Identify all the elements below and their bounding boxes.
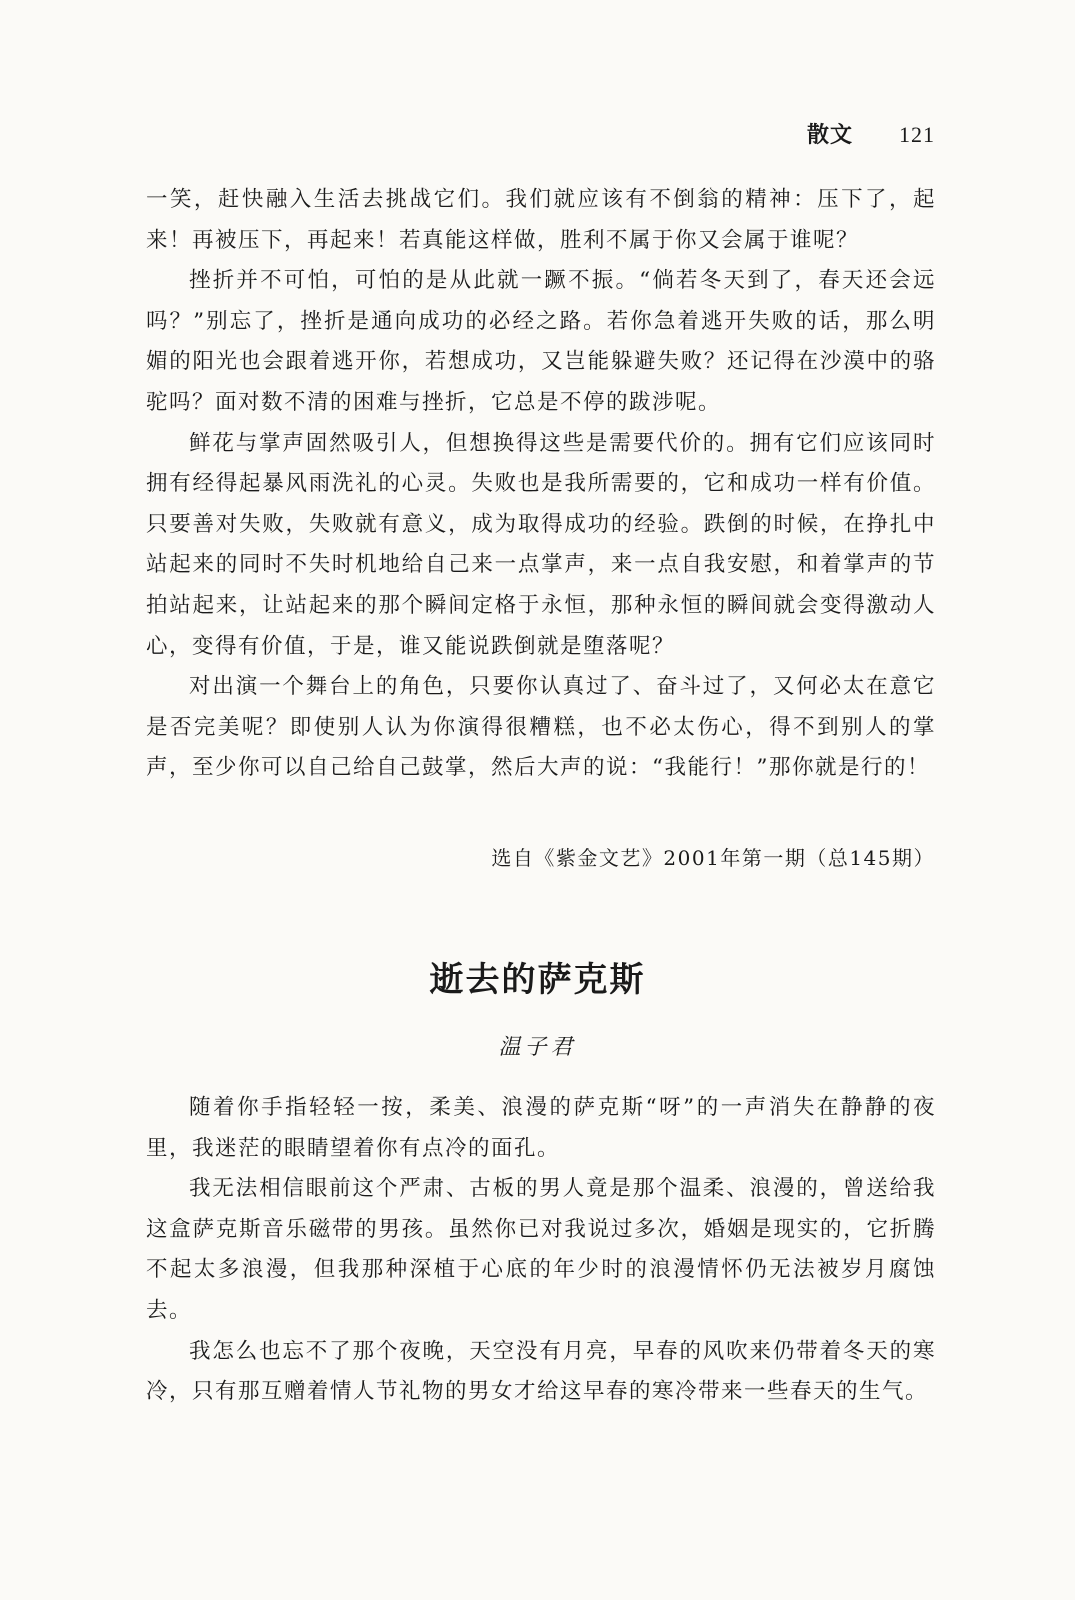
- paragraph: 随着你手指轻轻一按，柔美、浪漫的萨克斯“呀”的一声消失在静静的夜里，我迷茫的眼睛望着你有点冷的面孔。: [146, 1095, 936, 1161]
- article-author: 温子君: [498, 1035, 577, 1060]
- article-2-body: [146, 1088, 936, 1413]
- source-citation: 选自《紫金文艺》2001年第一期（总145期）: [491, 846, 935, 870]
- paragraph: 对出演一个舞台上的角色，只要你认真过了、奋斗过了，又何必太在意它是否完美呢？即使别人认为你演得很糟糕，也不必太伤心，得不到别人的掌声，至少你可以自己给自己鼓掌，然后大声的说：“我能行！”那你就是行的！: [146, 674, 936, 781]
- section-name: 散文: [806, 123, 853, 148]
- paragraph: 鲜花与掌声固然吸引人，但想换得这些是需要代价的。拥有它们应该同时拥有经得起暴风雨洗礼的心灵。失败也是我所需要的，它和成功一样有价值。只要善对失败，失败就有意义，成为取得成功的经验。跌倒的时候，在挣扎中站起来的同时不失时机地给自己来一点掌声，来一点自我安慰，和着掌声的节拍站起来，让站起来的那个瞬间定格于永恒，那种永恒的瞬间就会变得激动人心，变得有价值，于是，谁又能说跌倒就是堕落呢？: [146, 430, 936, 659]
- article-title: 逝去的萨克斯: [429, 960, 646, 1000]
- paragraph: 我怎么也忘不了那个夜晚，天空没有月亮，早春的风吹来仍带着冬天的寒冷，只有那互赠着情人节礼物的男女才给这早春的寒冷带来一些春天的生气。: [146, 1338, 936, 1405]
- paragraph-continued: 一笑，赶快融入生活去挑战它们。我们就应该有不倒翁的精神：压下了，起来！再被压下，再起来！若真能这样做，胜利不属于你又会属于谁呢？: [146, 187, 936, 253]
- page-number: 121: [899, 122, 935, 147]
- article-1-body: [146, 180, 936, 789]
- paragraph: 我无法相信眼前这个严肃、古板的男人竟是那个温柔、浪漫的，曾送给我这盒萨克斯音乐磁带的男孩。虽然你已对我说过多次，婚姻是现实的，它折腾不起太多浪漫，但我那种深植于心底的年少时的浪漫情怀仍无法被岁月腐蚀去。: [146, 1176, 936, 1323]
- running-head: [807, 118, 935, 149]
- paragraph: 挫折并不可怕，可怕的是从此就一蹶不振。“倘若冬天到了，春天还会远吗？”别忘了，挫折是通向成功的必经之路。若你急着逃开失败的话，那么明媚的阳光也会跟着逃开你，若想成功，又岂能躲避失败？还记得在沙漠中的骆驼吗？面对数不清的困难与挫折，它总是不停的跋涉呢。: [146, 268, 936, 415]
